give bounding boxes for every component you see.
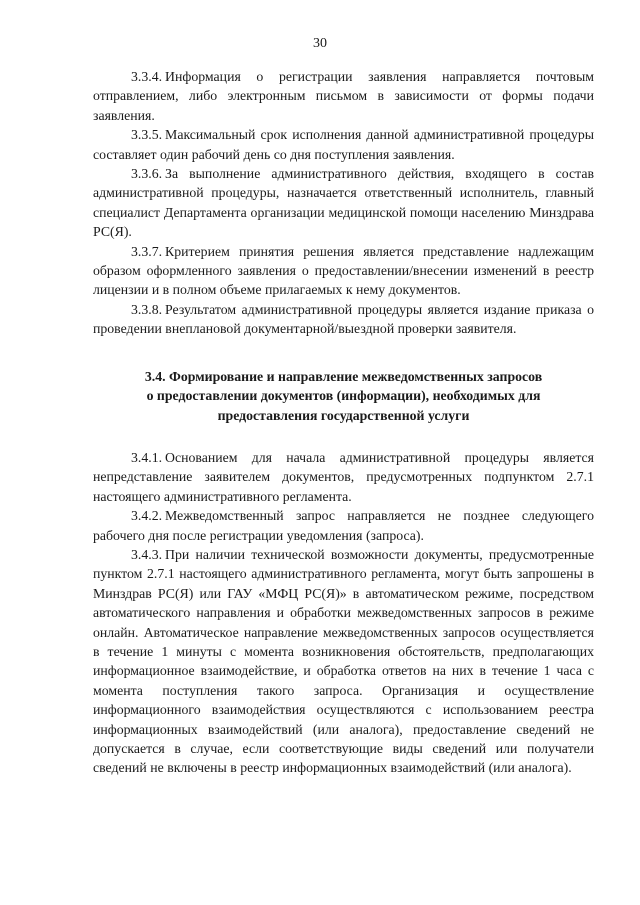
paragraph-number: 3.4.3. <box>131 546 163 562</box>
paragraph-text: Основанием для начала административной процедуры является непредставление заявителем документов, предусмотренных подпунктом 2.7.1 настоящего административного регламента. <box>93 449 594 504</box>
paragraph-number: 3.4.1. <box>131 449 163 465</box>
paragraph-3-3-8 <box>93 300 594 339</box>
section-heading-3-4 <box>93 367 594 425</box>
paragraph-3-4-1 <box>93 448 594 506</box>
paragraph-3-3-7 <box>93 242 594 300</box>
page-number: 30 <box>313 36 327 51</box>
paragraph-text: Критерием принятия решения является представление надлежащим образом оформленного заявления о предоставлении/внесении изменений в реестр лицензии и в полном объеме прилагаемых к нему документов. <box>93 243 594 298</box>
paragraph-3-3-5 <box>93 125 594 164</box>
paragraph-number: 3.3.7. <box>131 243 163 259</box>
paragraph-3-3-6 <box>93 164 594 242</box>
paragraph-number: 3.3.4. <box>131 69 163 84</box>
paragraph-number: 3.3.5. <box>131 127 163 143</box>
paragraph-text: Результатом административной процедуры является издание приказа о проведении внеплановой документарной/выездной проверки заявителя. <box>93 301 594 337</box>
paragraph-text: Информация о регистрации заявления направляется почтовым отправлением, либо электронным письмом в зависимости от формы подачи заявления. <box>93 69 594 123</box>
paragraph-number: 3.4.2. <box>131 508 163 524</box>
paragraph-3-3-4 <box>93 67 594 125</box>
heading-line: о предоставлении документов (информации), необходимых для <box>146 388 541 404</box>
paragraph-text: За выполнение административного действия, входящего в состав административной процедуры, назначается ответственный исполнитель, главный специалист Департамента организации медицинской помощи населению Минздрава РС(Я). <box>93 166 594 240</box>
paragraph-text: Межведомственный запрос направляется не позднее следующего рабочего дня после регистрации уведомления (запроса). <box>93 508 594 543</box>
page-content <box>93 67 594 778</box>
paragraph-number: 3.3.8. <box>131 301 163 317</box>
heading-line: 3.4. Формирование и направление межведомственных запросов <box>144 368 543 384</box>
paragraph-text: При наличии технической возможности документы, предусмотренные пунктом 2.7.1 настоящего административного регламента, могут быть запрошены в Минздрав РС(Я) или ГАУ «МФЦ РС(Я)» в автоматическом режиме, посредством автоматического направления и обработки межведомственных запросов в режиме онлайн. Автоматическое направление межведомственных запросов осуществляется в течение 1 минуты с момента возникновения обстоятельств, предполагающих информационное взаимодействие, и обработка ответов на них в течение 1 часа с момента поступления такого запроса. Организация и осуществление информационного взаимодействия осуществляются с использованием реестра информационных взаимодействий (или аналога), предоставление сведений не допускается в случае, если соответствующие виды сведений или получатели сведений не включены в реестр информационных взаимодействий (или аналога). <box>93 546 594 776</box>
paragraph-3-4-3 <box>93 545 594 778</box>
paragraph-text: Максимальный срок исполнения данной административной процедуры составляет один рабочий день со дня поступления заявления. <box>93 127 594 162</box>
paragraph-number: 3.3.6. <box>131 166 163 182</box>
paragraph-3-4-2 <box>93 506 594 545</box>
heading-line: предоставления государственной услуги <box>217 407 470 423</box>
